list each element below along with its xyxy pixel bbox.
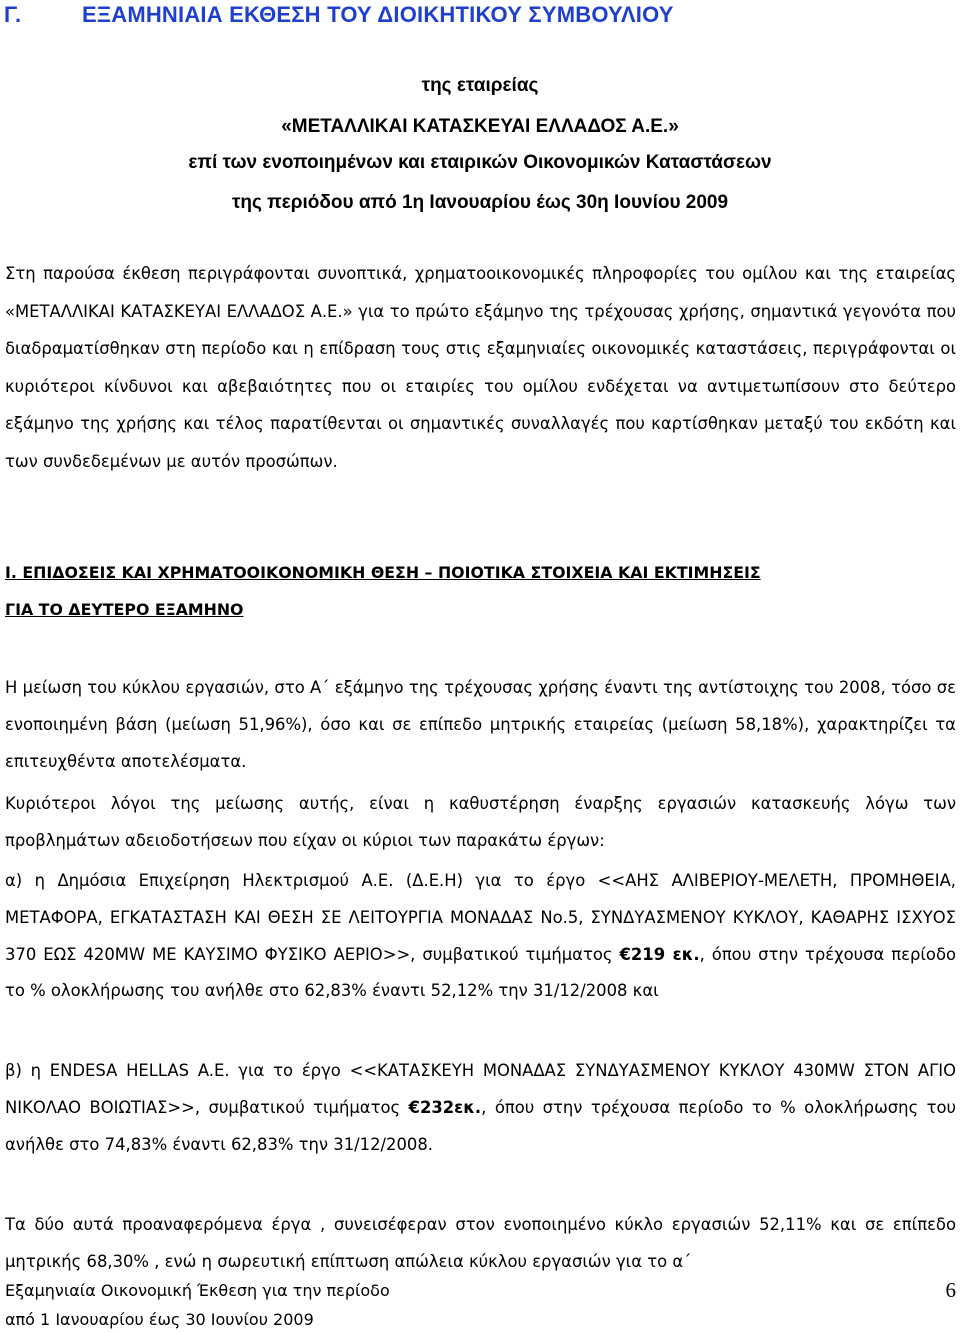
list-item-b-tail: , όπου στην τρέχουσα περίοδο το % ολοκλήρωσης του ανήλθε στο 74,83% έναντι 62,83% την 31/12/2008.: [5, 1097, 957, 1154]
paragraph-decrease-reasons: Κυριότεροι λόγοι της μείωσης αυτής, είναι η καθυστέρηση έναρξης εργασιών κατασκευής λόγω των προβλημάτων αδειοδοτήσεων που είχαν οι κύριοι των παρακάτω έργων:: [5, 794, 956, 850]
subheading-period: της περιόδου από 1η Ιανουαρίου έως 30η Ιουνίου 2009: [231, 192, 729, 213]
section-one-title-line2: ΓΙΑ ΤΟ ΔΕΥΤΕΡΟ ΕΞΑΜΗΝΟ: [5, 600, 244, 619]
list-item-b-amount: €232εκ.: [408, 1097, 482, 1117]
list-item-a: [5, 863, 956, 1010]
list-item-b-text: β) η ENDESA HELLAS A.E. για το έργο <<ΚΑΤΑΣΚΕΥΗ ΜΟΝΑΔΑΣ ΣΥΝΔΥΑΣΜΕΝΟΥ ΚΥΚΛΟΥ 430MW ΣΤΟΝ ΑΓΙΟ ΝΙΚΟΛΑΟ ΒΟΙΩΤΙΑΣ>>, συμβατικού τιμήματος: [5, 1061, 956, 1117]
subheading-statements: επί των ενοποιημένων και εταιρικών Οικονομικών Καταστάσεων: [188, 152, 772, 173]
footer-line2: από 1 Ιανουαρίου έως 30 Ιουνίου 2009: [5, 1310, 314, 1329]
section-heading-number: Γ.: [4, 2, 22, 27]
subheading-company-label: της εταιρείας: [421, 75, 539, 96]
paragraph-projects-contribution: Τα δύο αυτά προαναφερόμενα έργα , συνεισέφεραν στον ενοποιημένο κύκλο εργασιών 52,11% και σε επίπεδο μητρικής 68,30% , ενώ η σωρευτική επίπτωση απώλεια κύκλου εργασιών για το α΄: [5, 1215, 956, 1271]
list-item-b: [5, 1053, 956, 1163]
page-number: 6: [945, 1278, 956, 1302]
list-item-a-text: α) η Δημόσια Επιχείρηση Ηλεκτρισμού Α.Ε. (Δ.Ε.Η) για το έργο <<ΑΗΣ ΑΛΙΒΕΡΙΟΥ-ΜΕΛΕΤΗ, ΠΡΟΜΗΘΕΙΑ, ΜΕΤΑΦΟΡΑ, ΕΓΚΑΤΑΣΤΑΣΗ ΚΑΙ ΘΕΣΗ ΣΕ ΛΕΙΤΟΥΡΓΙΑ ΜΟΝΑΔΑΣ Νο.5, ΣΥΝΔΥΑΣΜΕΝΟΥ ΚΥΚΛΟΥ, ΚΑΘΑΡΗΣ ΙΣΧΥΟΣ 370 ΕΩΣ 420MW ΜΕ ΚΑΥΣΙΜΟ ΦΥΣΙΚΟ ΑΕΡΙΟ>>, συμβατικού τιμήματος: [5, 871, 956, 964]
paragraph-revenue-decrease: Η μείωση του κύκλου εργασιών, στο Α΄ εξάμηνο της τρέχουσας χρήσης έναντι της αντίστοιχης του 2008, τόσο σε ενοποιημένη βάση (μείωση 51,96%), όσο και σε επίπεδο μητρικής εταιρείας (μείωση 58,18%), χαρακτηρίζει τα επιτευχθέντα αποτελέσματα.: [5, 678, 956, 771]
section-heading: [4, 2, 954, 28]
section-heading-text: ΕΞΑΜΗΝΙΑΙΑ ΕΚΘΕΣΗ ΤΟΥ ΔΙΟΙΚΗΤΙΚΟΥ ΣΥΜΒΟΥΛΙΟΥ: [82, 2, 674, 27]
list-item-a-tail: , όπου στην τρέχουσα περίοδο το % ολοκλήρωσης του ανήλθε στο 62,83% έναντι 52,12% την 31/12/2008 και: [5, 944, 957, 1001]
intro-paragraph: Στη παρούσα έκθεση περιγράφονται συνοπτικά, χρηματοοικονομικές πληροφορίες του ομίλου και της εταιρείας «ΜΕΤΑΛΛΙΚΑΙ ΚΑΤΑΣΚΕΥΑΙ ΕΛΛΑΔΟΣ Α.Ε.» για το πρώτο εξάμηνο της τρέχουσας χρήσης, σημαντικά γεγονότα που διαδραματίσθηκαν στη περίοδο και η επίδραση τους στις εξαμηνιαίες οικονομικές καταστάσεις, περιγράφονται οι κυριότεροι κίνδυνοι και αβεβαιότητες που οι εταιρίες του ομίλου ενδέχεται να αντιμετωπίσουν στο δεύτερο εξάμηνο της χρήσης και τέλος παρατίθενται οι σημαντικές συναλλαγές που καρτίσθηκαν μεταξύ του εκδότη και των συνδεδεμένων με αυτόν προσώπων.: [5, 264, 956, 471]
section-one-title-line1: Ι. ΕΠΙΔΟΣΕΙΣ ΚΑΙ ΧΡΗΜΑΤΟΟΙΚΟΝΟΜΙΚΗ ΘΕΣΗ – ΠΟΙΟΤΙΚΑ ΣΤΟΙΧΕΙΑ ΚΑΙ ΕΚΤΙΜΗΣΕΙΣ: [5, 563, 761, 582]
subheading-company-name: «ΜΕΤΑΛΛΙΚΑΙ ΚΑΤΑΣΚΕΥΑΙ ΕΛΛΑΔΟΣ Α.Ε.»: [281, 116, 679, 137]
list-item-a-amount: €219 εκ.: [619, 944, 700, 964]
footer-line1: Εξαμηνιαία Οικονομική Έκθεση για την περίοδο: [5, 1281, 390, 1300]
